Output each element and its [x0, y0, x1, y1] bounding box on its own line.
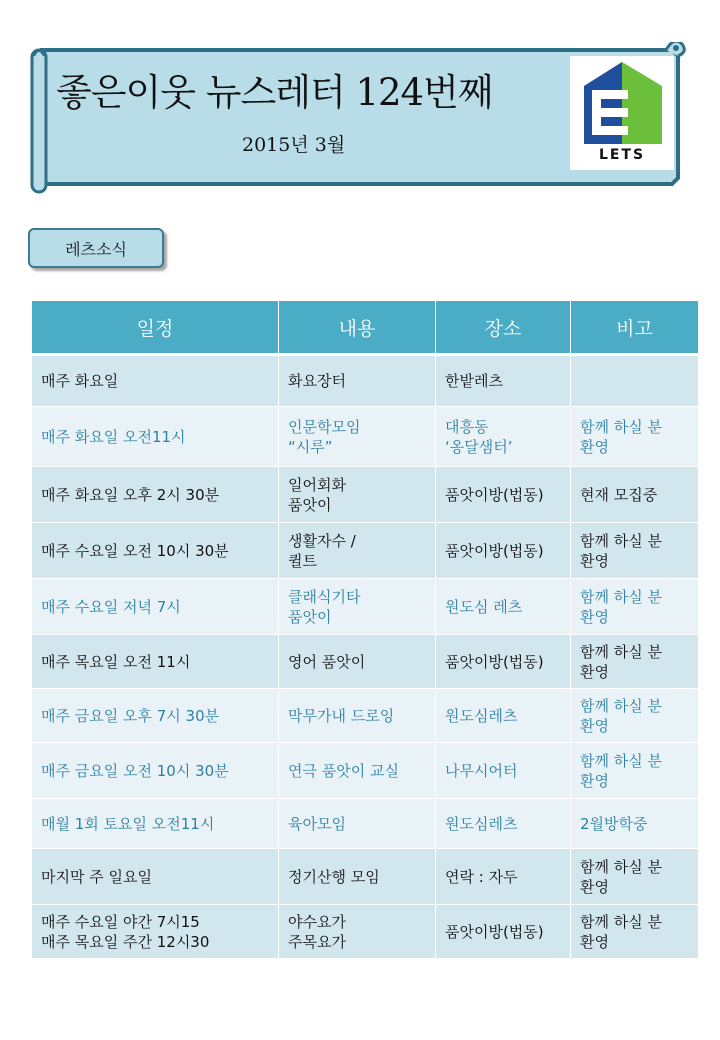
schedule-table	[31, 300, 699, 959]
place-cell: 품앗이방(법동)	[436, 905, 571, 959]
note-cell: 함께 하실 분 환영	[571, 635, 699, 689]
newsletter-banner	[30, 42, 684, 192]
content-cell: 화요장터	[279, 355, 436, 407]
schedule-cell: 매주 화요일 오전11시	[32, 407, 279, 467]
content-cell: 클래식기타 품앗이	[279, 579, 436, 635]
schedule-cell: 매주 화요일 오후 2시 30분	[32, 467, 279, 523]
place-cell: 원도심레츠	[436, 799, 571, 849]
content-cell: 일어회화 품앗이	[279, 467, 436, 523]
schedule-cell: 매주 화요일	[32, 355, 279, 407]
column-header-schedule: 일정	[32, 301, 279, 355]
column-header-content: 내용	[279, 301, 436, 355]
place-cell: 품앗이방(법동)	[436, 523, 571, 579]
table-row	[32, 905, 699, 959]
table-row	[32, 743, 699, 799]
schedule-cell: 매주 수요일 야간 7시15 매주 목요일 주간 12시30	[32, 905, 279, 959]
note-cell	[571, 355, 699, 407]
column-header-place: 장소	[436, 301, 571, 355]
content-cell: 막무가내 드로잉	[279, 689, 436, 743]
note-cell: 함께 하실 분 환영	[571, 579, 699, 635]
table-header-row	[32, 301, 699, 355]
note-cell: 2월방학중	[571, 799, 699, 849]
newsletter-title: 좋은이웃 뉴스레터 124번째	[56, 71, 493, 114]
table-row	[32, 467, 699, 523]
schedule-cell: 마지막 주 일요일	[32, 849, 279, 905]
schedule-cell: 매주 수요일 오전 10시 30분	[32, 523, 279, 579]
schedule-cell: 매월 1회 토요일 오전11시	[32, 799, 279, 849]
content-cell: 영어 품앗이	[279, 635, 436, 689]
table-row	[32, 689, 699, 743]
place-cell: 품앗이방(법동)	[436, 635, 571, 689]
place-cell: 원도심레츠	[436, 689, 571, 743]
table-row	[32, 799, 699, 849]
table-row	[32, 579, 699, 635]
column-header-note: 비고	[571, 301, 699, 355]
note-cell: 현재 모집중	[571, 467, 699, 523]
table-row	[32, 635, 699, 689]
table-row	[32, 849, 699, 905]
place-cell: 나무시어터	[436, 743, 571, 799]
place-cell: 품앗이방(법동)	[436, 467, 571, 523]
place-cell: 한밭레츠	[436, 355, 571, 407]
logo-wordmark: LETS	[598, 147, 646, 163]
house-logo-icon	[570, 56, 674, 148]
note-cell: 함께 하실 분 환영	[571, 849, 699, 905]
schedule-cell: 매주 금요일 오후 7시 30분	[32, 689, 279, 743]
section-label: 레츠소식	[28, 228, 164, 268]
lets-logo	[570, 56, 674, 170]
schedule-cell: 매주 수요일 저녁 7시	[32, 579, 279, 635]
content-cell: 정기산행 모임	[279, 849, 436, 905]
place-cell: 대흥동 ‘옹달샘터’	[436, 407, 571, 467]
content-cell: 야수요가 주목요가	[279, 905, 436, 959]
issue-date: 2015년 3월	[242, 134, 346, 156]
schedule-cell: 매주 금요일 오전 10시 30분	[32, 743, 279, 799]
table-row	[32, 355, 699, 407]
note-cell: 함께 하실 분 환영	[571, 743, 699, 799]
content-cell: 육아모임	[279, 799, 436, 849]
table-row	[32, 523, 699, 579]
note-cell: 함께 하실 분 환영	[571, 523, 699, 579]
place-cell: 연락 : 자두	[436, 849, 571, 905]
content-cell: 인문학모임 “시루”	[279, 407, 436, 467]
table-row	[32, 407, 699, 467]
schedule-cell: 매주 목요일 오전 11시	[32, 635, 279, 689]
content-cell: 연극 품앗이 교실	[279, 743, 436, 799]
content-cell: 생활자수 / 퀼트	[279, 523, 436, 579]
note-cell: 함께 하실 분 환영	[571, 407, 699, 467]
place-cell: 원도심 레츠	[436, 579, 571, 635]
schedule-table-body	[32, 355, 699, 959]
note-cell: 함께 하실 분 환영	[571, 689, 699, 743]
note-cell: 함께 하실 분 환영	[571, 905, 699, 959]
